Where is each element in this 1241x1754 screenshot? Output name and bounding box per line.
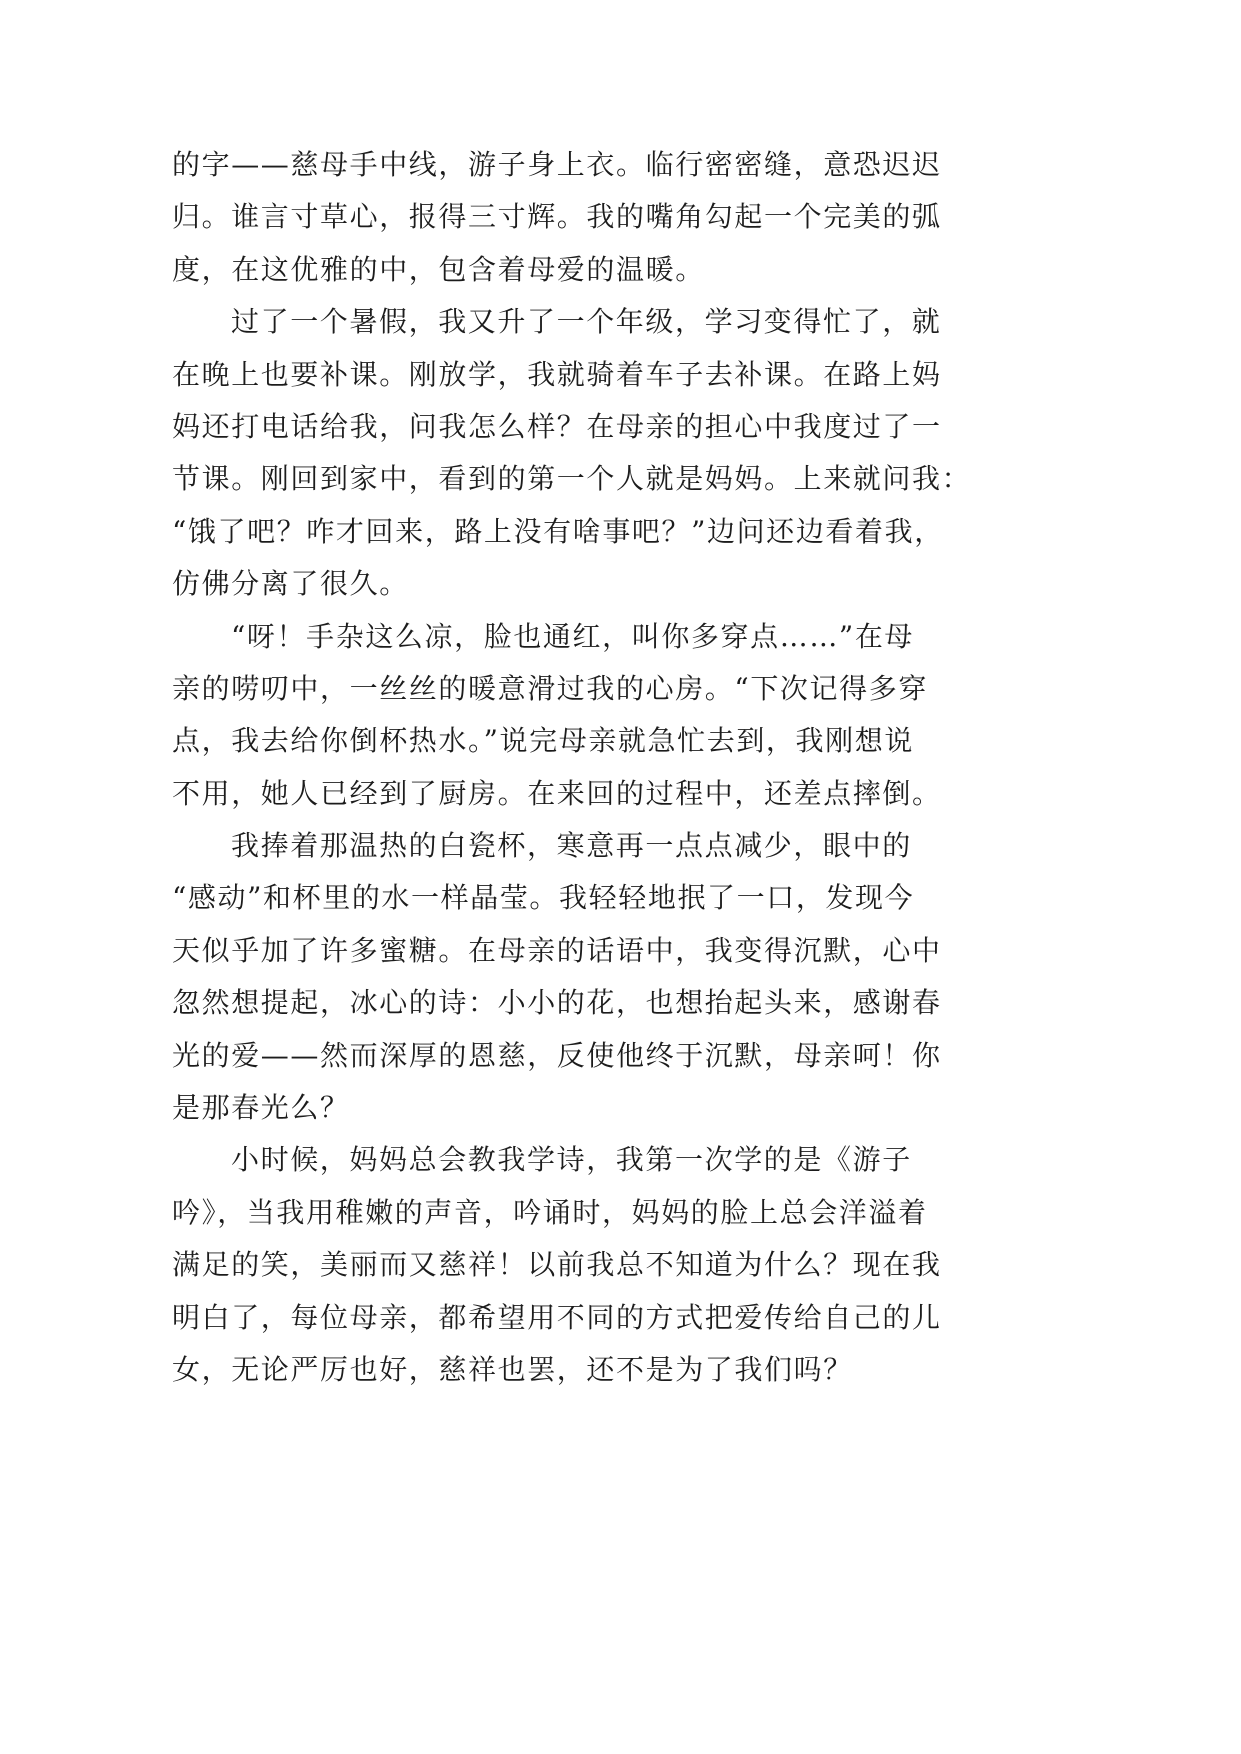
paragraph <box>172 611 1072 821</box>
text-line: 妈还打电话给我，问我怎么样？在母亲的担心中我度过了一 <box>172 409 942 443</box>
paragraph <box>172 296 1072 610</box>
text-line: 仿佛分离了很久。 <box>172 567 409 601</box>
text-line: 满足的笑，美丽而又慈祥！以前我总不知道为什么？现在我 <box>172 1248 942 1282</box>
paragraph <box>172 139 1072 296</box>
text-line: 小时候，妈妈总会教我学诗，我第一次学的是《游子 <box>231 1143 912 1177</box>
text-line: 度，在这优雅的中，包含着母爱的温暖。 <box>172 252 705 286</box>
text-line: 亲的唠叨中，一丝丝的暖意滑过我的心房。“下次记得多穿 <box>172 671 928 705</box>
text-line: 女，无论严厉也好，慈祥也罢，还不是为了我们吗？ <box>172 1352 853 1386</box>
text-line: 在晚上也要补课。刚放学，我就骑着车子去补课。在路上妈 <box>172 357 942 391</box>
text-line: 明白了，每位母亲，都希望用不同的方式把爱传给自己的儿 <box>172 1300 942 1334</box>
text-line: 是那春光么？ <box>172 1091 350 1125</box>
text-line: 我捧着那温热的白瓷杯，寒意再一点点减少，眼中的 <box>231 829 912 863</box>
paragraph <box>172 1134 1072 1396</box>
text-line: 节课。刚回到家中，看到的第一个人就是妈妈。上来就问我： <box>172 462 972 496</box>
text-line: “呀！手杂这么凉，脸也通红，叫你多穿点……”在母 <box>231 619 915 653</box>
text-line: 归。谁言寸草心，报得三寸辉。我的嘴角勾起一个完美的弧 <box>172 200 942 234</box>
text-line: 吟》，当我用稚嫩的声音，吟诵时，妈妈的脸上总会洋溢着 <box>172 1195 928 1229</box>
text-line: 忽然想提起，冰心的诗：小小的花，也想抬起头来，感谢春 <box>172 986 942 1020</box>
text-line: “饿了吧？咋才回来，路上没有啥事吧？”边问还边看着我， <box>172 514 944 548</box>
text-line: 点，我去给你倒杯热水。”说完母亲就急忙去到，我刚想说 <box>172 724 914 758</box>
text-line: 光的爱——然而深厚的恩慈，反使他终于沉默，母亲呵！你 <box>172 1038 942 1072</box>
text-line: “感动”和杯里的水一样晶莹。我轻轻地抿了一口，发现今 <box>172 881 915 915</box>
text-line: 不用，她人已经到了厨房。在来回的过程中，还差点摔倒。 <box>172 776 942 810</box>
paragraph <box>172 820 1072 1134</box>
text-line: 的字——慈母手中线，游子身上衣。临行密密缝，意恐迟迟 <box>172 148 942 181</box>
text-line: 过了一个暑假，我又升了一个年级，学习变得忙了，就 <box>231 305 942 339</box>
text-line: 天似乎加了许多蜜糖。在母亲的话语中，我变得沉默，心中 <box>172 933 942 967</box>
document-body <box>172 139 1072 1396</box>
